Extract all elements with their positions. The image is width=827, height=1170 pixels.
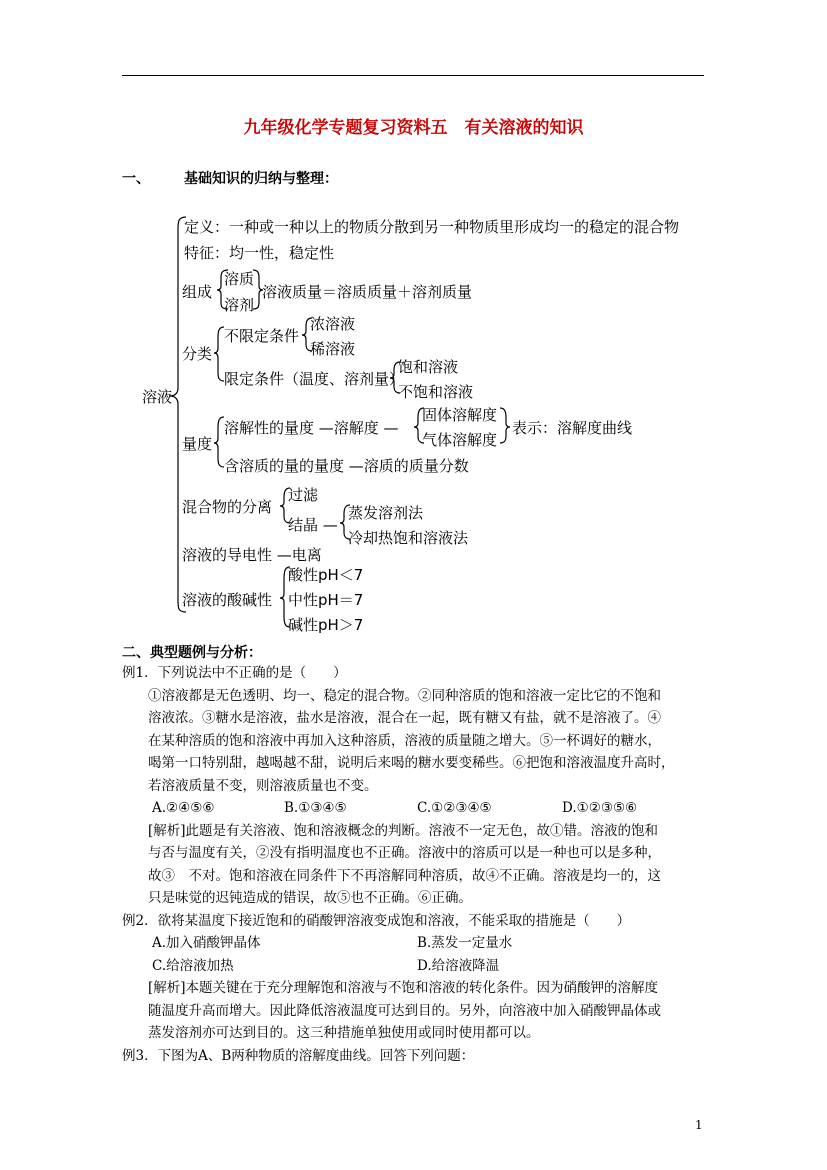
ex1-line-5: 若溶液质量不变，则溶液质量也不变。 (148, 778, 378, 794)
page-number: 1 (695, 1118, 703, 1132)
tree-composition-label: 组成 (182, 283, 213, 301)
tree-crystal-evaporate: 蒸发溶剂法 (348, 504, 424, 522)
ex2-analysis-3: 蒸发溶剂亦可达到目的。这三种措施单独使用或同时使用都可以。 (148, 1025, 540, 1041)
tree-acidity-label: 溶液的酸碱性 (182, 591, 273, 609)
ex1-analysis-2: 与否与温度有关，②没有指明温度也不正确。溶液中的溶质可以是一种也可以是多种， (148, 845, 661, 861)
tree-root: 溶液 (142, 388, 173, 406)
tree-unlimited-label: 不限定条件 (224, 327, 300, 345)
tree-classification-label: 分类 (182, 345, 213, 363)
section1-number: 一、 (122, 171, 150, 187)
tree-solubility-label: 溶解性的量度 —溶解度 — (224, 419, 399, 437)
section1-heading: 基础知识的归纳与整理： (184, 171, 338, 187)
ex2-question: 例2．欲将某温度下接近饱和的硝酸钾溶液变成饱和溶液，不能采取的措施是（ ） (122, 913, 631, 929)
ex3-question: 例3．下图为A、B两种物质的溶解度曲线。回答下列问题： (122, 1048, 475, 1064)
tree-limited-label: 限定条件（温度、溶剂量） (224, 370, 405, 388)
tree-unlimited-dilute: 稀溶液 (310, 340, 356, 358)
ex1-line-4: 喝第一口特别甜，越喝越不甜，说明后来喝的糖水要变稀些。⑥把饱和溶液温度升高时， (148, 755, 675, 771)
tree-separation-filter: 过滤 (288, 486, 319, 504)
tree-limited-saturated: 饱和溶液 (398, 358, 459, 376)
ex1-analysis-3: 故③ 不对。饱和溶液在同条件下不再溶解同种溶质，故④不正确。溶液是均一的，这 (148, 868, 661, 884)
tree-composition-formula: 溶液质量＝溶质质量＋溶剂质量 (262, 283, 473, 301)
ex2-option-a: A.加入硝酸钾晶体 (152, 935, 261, 951)
tree-separation-label: 混合物的分离 (182, 498, 273, 516)
tree-crystal-cool: 冷却热饱和溶液法 (348, 529, 469, 547)
tree-acidity-neutral: 中性pH＝7 (288, 591, 364, 609)
page-title: 九年级化学专题复习资料五 有关溶液的知识 (243, 118, 584, 138)
tree-solubility-curve: 表示：溶解度曲线 (512, 419, 633, 437)
ex2-option-c: C.给溶液加热 (152, 958, 234, 974)
tree-unlimited-concentrated: 浓溶液 (310, 315, 356, 333)
section2-heading: 二、典型题例与分析： (122, 645, 262, 661)
tree-conductivity: 溶液的导电性 —电离 (182, 546, 322, 564)
tree-measure-label: 量度 (182, 435, 213, 453)
tree-feature: 特征：均一性，稳定性 (184, 244, 335, 262)
tree-mass-fraction: 含溶质的量的量度 —溶质的质量分数 (224, 457, 469, 475)
tree-solid-solubility: 固体溶解度 (422, 406, 498, 424)
ex1-analysis-1: [解析]此题是有关溶液、饱和溶液概念的判断。溶液不一定无色，故①错。溶液的饱和 (148, 823, 659, 839)
ex1-line-1: ①溶液都是无色透明、均一、稳定的混合物。②同种溶质的饱和溶液一定比它的不饱和 (148, 688, 661, 704)
ex1-option-d: D.①②③⑤⑥ (562, 800, 638, 816)
ex1-line-3: 在某种溶质的饱和溶液中再加入这种溶质，溶液的质量随之增大。⑤一杯调好的糖水， (148, 733, 661, 749)
tree-composition-solvent: 溶剂 (224, 296, 255, 314)
ex2-analysis-1: [解析]本题关键在于充分理解饱和溶液与不饱和溶液的转化条件。因为硝酸钾的溶解度 (148, 980, 659, 996)
tree-definition: 定义：一种或一种以上的物质分散到另一种物质里形成均一的稳定的混合物 (184, 218, 680, 236)
tree-composition-solute: 溶质 (224, 270, 255, 288)
tree-separation-crystal: 结晶 — (288, 516, 338, 534)
ex2-analysis-2: 随温度升高而增大。因此降低溶液温度可达到目的。另外，向溶液中加入硝酸钾晶体或 (148, 1003, 661, 1019)
ex1-analysis-4: 只是味觉的迟钝造成的错误，故⑤也不正确。⑥正确。 (148, 890, 472, 906)
ex2-option-b: B.蒸发一定量水 (417, 935, 513, 951)
ex2-option-d: D.给溶液降温 (417, 958, 500, 974)
ex1-option-a: A.②④⑤⑥ (152, 800, 215, 816)
ex1-question: 例1．下列说法中不正确的是（ ） (122, 665, 347, 681)
ex1-line-2: 溶液浓。③糖水是溶液，盐水是溶液，混合在一起，既有糖又有盐，就不是溶液了。④ (148, 710, 661, 726)
tree-acidity-acid: 酸性pH＜7 (288, 566, 364, 584)
ex1-option-c: C.①②③④⑤ (417, 800, 492, 816)
ex1-option-b: B.①③④⑤ (284, 800, 347, 816)
tree-limited-unsaturated: 不饱和溶液 (398, 383, 474, 401)
tree-acidity-base: 碱性pH＞7 (288, 616, 364, 634)
tree-gas-solubility: 气体溶解度 (422, 431, 498, 449)
